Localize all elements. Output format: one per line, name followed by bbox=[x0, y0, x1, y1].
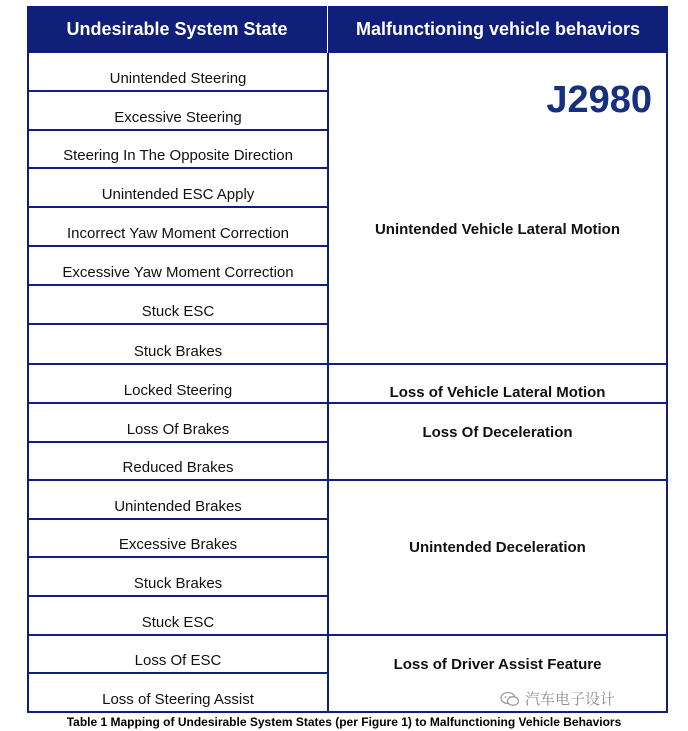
behavior-label: Unintended Vehicle Lateral Motion bbox=[374, 221, 621, 238]
wechat-icon bbox=[500, 691, 520, 707]
state-cell: Reduced Brakes bbox=[29, 443, 327, 481]
behavior-label: Unintended Deceleration bbox=[409, 539, 586, 556]
table-body bbox=[27, 53, 668, 713]
watermark-text: 汽车电子设计 bbox=[525, 691, 616, 708]
behavior-cell-unintended-deceleration bbox=[329, 481, 666, 636]
behavior-cell-driver-assist bbox=[329, 636, 666, 711]
state-cell: Stuck ESC bbox=[29, 597, 327, 636]
state-cell: Loss of Steering Assist bbox=[102, 691, 254, 708]
state-cell: Stuck ESC bbox=[29, 286, 327, 325]
behavior-label: Loss of Driver Assist Feature bbox=[393, 656, 602, 673]
behavior-cell-loss-deceleration bbox=[329, 404, 666, 481]
state-cell: Loss Of Brakes bbox=[29, 404, 327, 443]
state-cell: Stuck Brakes bbox=[29, 558, 327, 597]
state-cell: Excessive Steering bbox=[29, 92, 327, 131]
watermark bbox=[500, 688, 615, 709]
behavior-label: Loss Of Deceleration bbox=[422, 424, 573, 441]
state-cell: Excessive Yaw Moment Correction bbox=[29, 247, 327, 286]
behavior-label: Loss of Vehicle Lateral Motion bbox=[389, 384, 606, 401]
header-undesirable-system-state: Undesirable System State bbox=[27, 6, 327, 53]
state-cell: Excessive Brakes bbox=[29, 520, 327, 558]
state-cell: Locked Steering bbox=[29, 365, 327, 404]
state-cell: Unintended ESC Apply bbox=[29, 169, 327, 208]
behavior-cell-loss-lateral bbox=[329, 365, 666, 404]
mapping-table bbox=[27, 6, 668, 713]
state-cell: Steering In The Opposite Direction bbox=[29, 131, 327, 169]
header-malfunctioning-behaviors: Malfunctioning vehicle behaviors bbox=[327, 6, 668, 53]
state-cell: Unintended Brakes bbox=[29, 481, 327, 520]
j2980-badge: J2980 bbox=[546, 79, 652, 121]
state-cell: Stuck Brakes bbox=[29, 325, 327, 365]
state-cell: Unintended Steering bbox=[29, 53, 327, 92]
state-cell: Loss Of ESC bbox=[29, 636, 327, 674]
behavior-cell-lateral-motion bbox=[329, 53, 666, 365]
table-caption: Table 1 Mapping of Undesirable System States (per Figure 1) to Malfunctioning Vehicle Behaviors bbox=[66, 715, 622, 729]
state-cell: Incorrect Yaw Moment Correction bbox=[29, 208, 327, 247]
